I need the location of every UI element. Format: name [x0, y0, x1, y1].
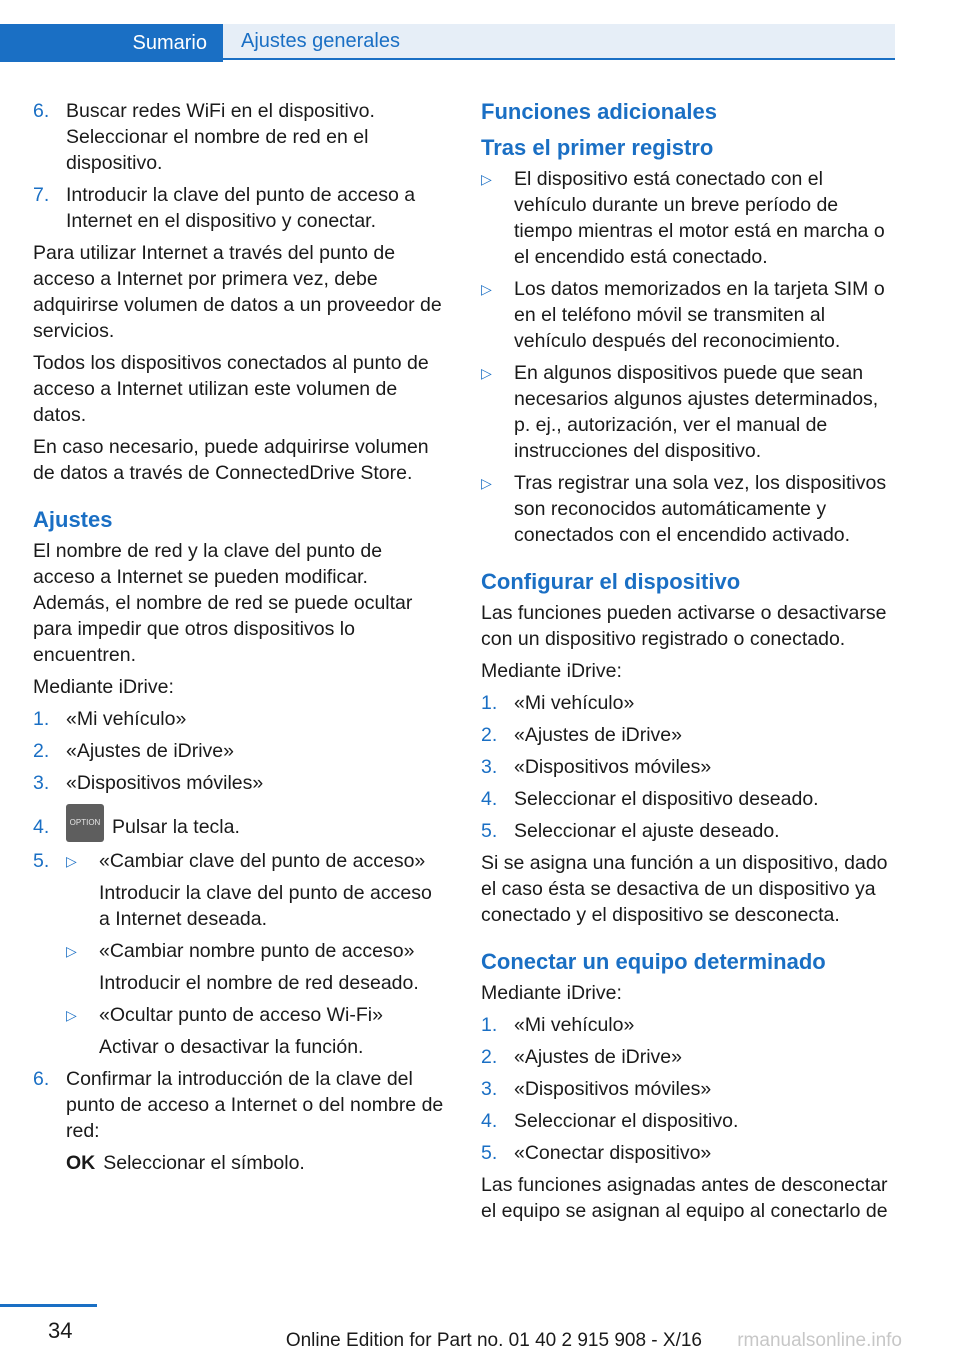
paragraph: Si se asigna una función a un dispositivo, dado el caso ésta se desactiva de un dispositivo ya conectado y el dispositivo se desconecta.	[481, 852, 888, 926]
list-item	[33, 1066, 447, 1176]
bullet-item	[481, 470, 895, 548]
paragraph: Todos los dispositivos conectados al punto de acceso a Internet utilizan este volumen de datos.	[33, 352, 429, 426]
step-number: 5.	[481, 1142, 498, 1164]
list-item	[33, 182, 447, 234]
step-number: 4.	[33, 816, 50, 838]
tab-sumario[interactable]: Sumario	[0, 24, 223, 62]
bullet-triangle-icon: ▷	[481, 365, 492, 381]
step-text: Confirmar la introducción de la clave del punto de acceso a Internet o del nombre de red:	[66, 1068, 444, 1142]
paragraph: En caso necesario, puede adquirirse volumen de datos a través de ConnectedDrive Store.	[33, 436, 429, 484]
step-text: «Ajustes de iDrive»	[66, 740, 234, 762]
step-number: 4.	[481, 788, 498, 810]
section-heading-ajustes: Ajustes	[33, 507, 113, 532]
step-text: «Dispositivos móviles»	[66, 772, 264, 794]
step-text: Introducir la clave del punto de acceso a Internet en el dispositivo y conectar.	[66, 184, 416, 232]
step-text: «Ajustes de iDrive»	[514, 724, 682, 746]
step-number: 3.	[481, 756, 498, 778]
step-text: «Ajustes de iDrive»	[514, 1046, 682, 1068]
step-number: 2.	[481, 1046, 498, 1068]
sub-list-item	[66, 848, 447, 932]
step-text: «Mi vehículo»	[514, 1014, 635, 1036]
list-item	[33, 738, 447, 764]
list-item	[33, 814, 447, 842]
step-text: Seleccionar el ajuste deseado.	[514, 820, 780, 842]
step-number: 2.	[481, 724, 498, 746]
step-number: 7.	[33, 184, 50, 206]
list-item	[481, 690, 895, 716]
section-heading-primer-registro: Tras el primer registro	[481, 135, 714, 160]
bullet-item	[481, 166, 895, 270]
list-item	[33, 98, 447, 176]
section-heading-funciones: Funciones adicionales	[481, 99, 717, 124]
list-item	[481, 1140, 895, 1166]
sub-item-text: «Cambiar nombre punto de acceso»	[99, 940, 415, 962]
sub-item-text: «Ocultar punto de acceso Wi-Fi»	[99, 1004, 383, 1026]
step-number: 3.	[481, 1078, 498, 1100]
paragraph: Mediante iDrive:	[481, 660, 622, 682]
bullet-triangle-icon: ▷	[481, 475, 492, 491]
step-number: 1.	[481, 1014, 498, 1036]
tab-ajustes-generales[interactable]: Ajustes generales	[223, 24, 895, 60]
step-number: 6.	[33, 100, 50, 122]
bullet-triangle-icon: ▷	[66, 943, 77, 959]
step-text: Seleccionar el dispositivo deseado.	[514, 788, 819, 810]
step-number: 4.	[481, 1110, 498, 1132]
right-column	[481, 98, 895, 1230]
step-text: Buscar redes WiFi en el dispositivo. Seleccionar el nombre de red en el dispositivo.	[66, 100, 375, 174]
step-text: «Mi vehículo»	[514, 692, 635, 714]
section-heading-configurar: Configurar el dispositivo	[481, 569, 741, 594]
section-heading-conectar: Conectar un equipo determinado	[481, 949, 826, 974]
option-button-icon: OPTION	[66, 804, 104, 842]
watermark: rmanualsonline.info	[737, 1330, 902, 1351]
list-item	[481, 1044, 895, 1070]
step-number: 1.	[33, 708, 50, 730]
sub-item-detail: Introducir la clave del punto de acceso a Internet deseada.	[99, 882, 432, 930]
step-number: 5.	[33, 850, 50, 872]
top-nav	[0, 24, 895, 62]
bullet-text: Los datos memorizados en la tarjeta SIM o en el teléfono móvil se transmiten al vehículo después del reconocimiento.	[514, 278, 885, 352]
paragraph: Mediante iDrive:	[481, 982, 622, 1004]
step-text: Seleccionar el dispositivo.	[514, 1110, 739, 1132]
sub-item-detail: Activar o desactivar la función.	[99, 1036, 364, 1058]
step-number: 6.	[33, 1068, 50, 1090]
bullet-triangle-icon: ▷	[66, 853, 77, 869]
page-number: 34	[48, 1318, 73, 1343]
list-item	[481, 754, 895, 780]
step-number: 3.	[33, 772, 50, 794]
list-item	[481, 1076, 895, 1102]
bullet-item	[481, 276, 895, 354]
step-number: 5.	[481, 820, 498, 842]
paragraph: El nombre de red y la clave del punto de acceso a Internet se pueden modificar. Además, el nombre de red se puede ocultar para impedir que otros dispositivos lo encuentren.	[33, 540, 413, 666]
left-column	[33, 98, 447, 1182]
bullet-item	[481, 360, 895, 464]
edition-text: Online Edition for Part no. 01 40 2 915 908 - X/16	[285, 1330, 702, 1351]
sub-item-detail: Introducir el nombre de red deseado.	[99, 972, 419, 994]
sub-item-text: «Cambiar clave del punto de acceso»	[99, 850, 426, 872]
paragraph: Mediante iDrive:	[33, 676, 174, 698]
step-text: «Dispositivos móviles»	[514, 756, 712, 778]
bullet-text: En algunos dispositivos puede que sean necesarios algunos ajustes determinados, p. ej., autorización, ver el manual de instrucciones del dispositivo.	[514, 362, 879, 462]
step-text: «Conectar dispositivo»	[514, 1142, 712, 1164]
bullet-triangle-icon: ▷	[481, 171, 492, 187]
paragraph: Para utilizar Internet a través del punto de acceso a Internet por primera vez, debe adquirirse volumen de datos a un proveedor de servicios.	[33, 242, 442, 342]
list-item	[33, 706, 447, 732]
list-item	[481, 818, 895, 844]
paragraph: Las funciones pueden activarse o desactivarse con un dispositivo registrado o conectado.	[481, 602, 887, 650]
list-item	[481, 786, 895, 812]
list-item	[481, 722, 895, 748]
list-item	[33, 770, 447, 796]
bullet-triangle-icon: ▷	[481, 281, 492, 297]
bullet-text: El dispositivo está conectado con el vehículo durante un breve período de tiempo mientras el motor está en marcha o el encendido está conectado.	[514, 168, 885, 268]
step-number: 2.	[33, 740, 50, 762]
step-number: 1.	[481, 692, 498, 714]
ok-icon: OK	[66, 1152, 96, 1174]
step-text: «Mi vehículo»	[66, 708, 187, 730]
list-item	[33, 848, 447, 1060]
bullet-triangle-icon: ▷	[66, 1007, 77, 1023]
list-item	[481, 1108, 895, 1134]
sub-list-item	[66, 1002, 447, 1060]
bullet-text: Tras registrar una sola vez, los dispositivos son reconocidos automáticamente y conectados con el encendido activado.	[514, 472, 887, 546]
sub-list-item	[66, 938, 447, 996]
step-text: «Dispositivos móviles»	[514, 1078, 712, 1100]
step-detail: Seleccionar el símbolo.	[103, 1152, 305, 1174]
list-item	[481, 1012, 895, 1038]
footer-rule	[0, 1304, 97, 1307]
paragraph: Las funciones asignadas antes de desconectar el equipo se asignan al equipo al conectarlo de	[481, 1174, 888, 1222]
step-text: Pulsar la tecla.	[112, 816, 240, 838]
